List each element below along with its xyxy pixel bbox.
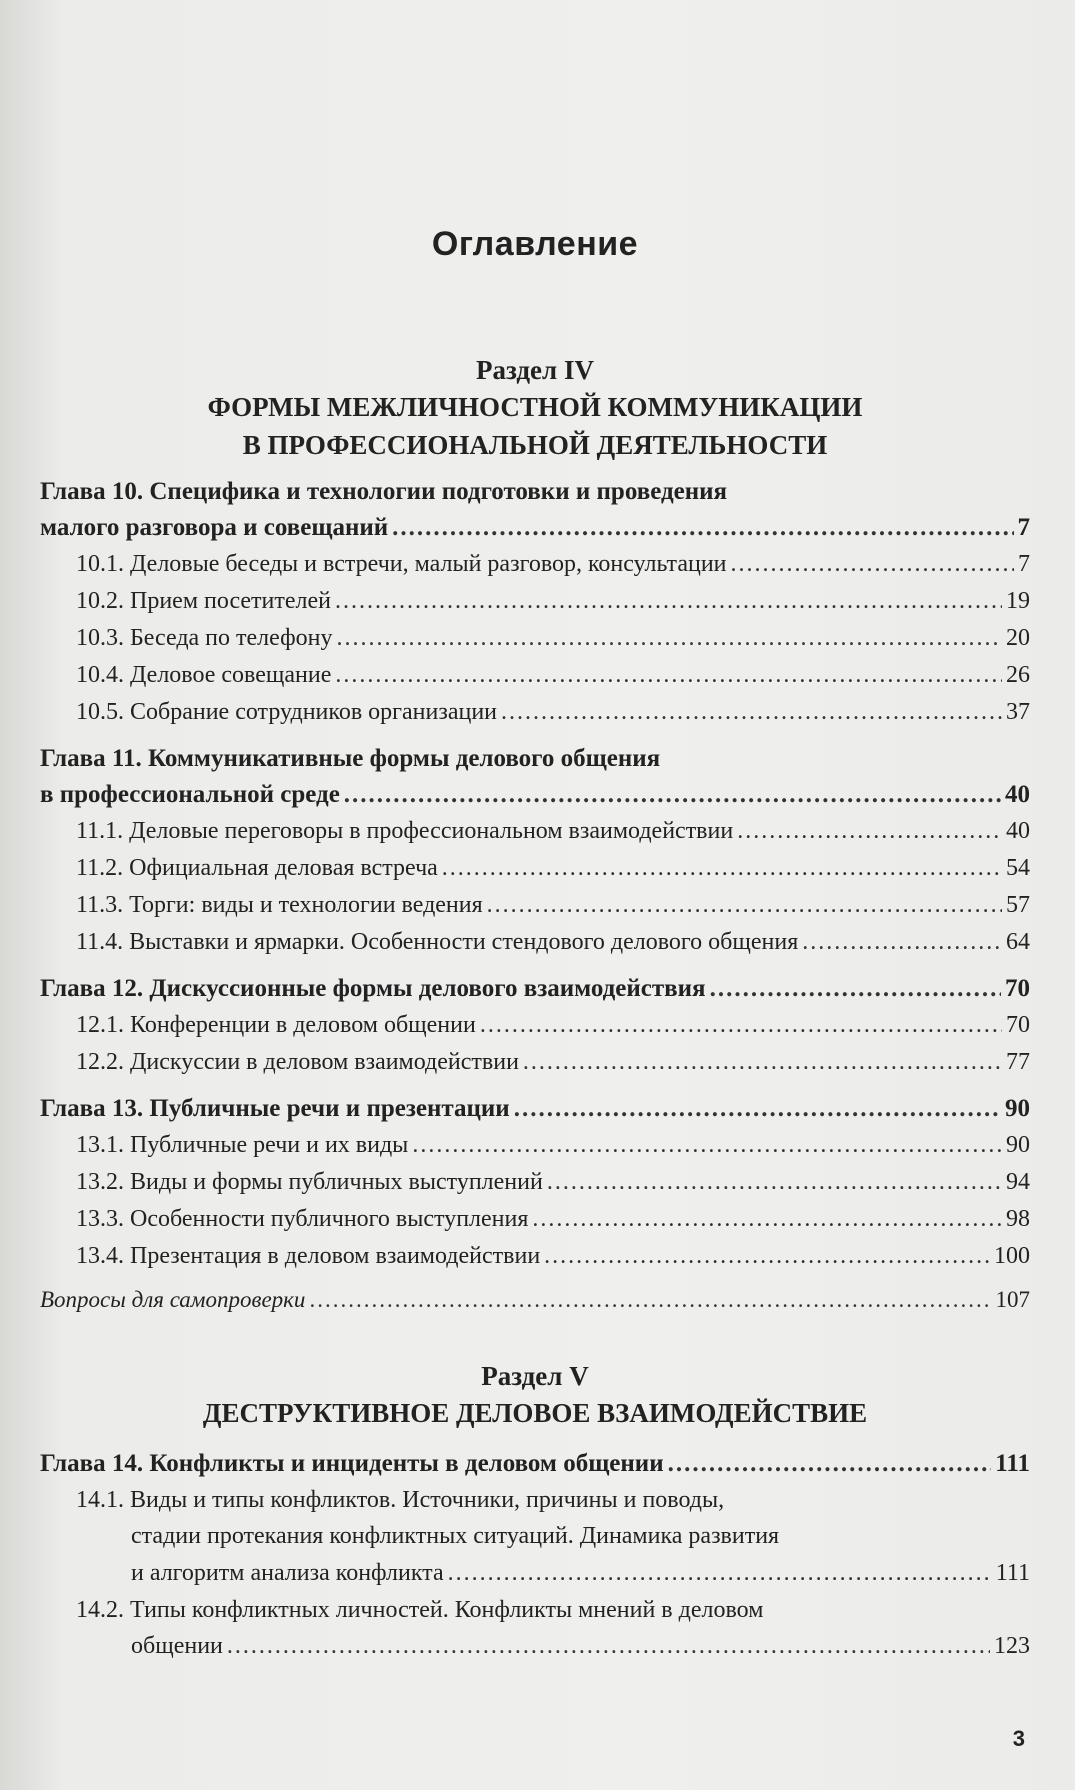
toc-entry [40, 887, 1030, 924]
dot-leader [544, 1238, 990, 1275]
dot-leader [412, 1127, 1002, 1164]
entry-title: 14.2. Типы конфликтных личностей. Конфликты мнений в деловом [76, 1597, 764, 1623]
toc-entry [40, 1238, 1030, 1275]
toc-entry [40, 850, 1030, 887]
page-ref: 100 [994, 1243, 1030, 1269]
entry-title: 14.1. Виды и типы конфликтов. Источники, причины и поводы, [76, 1487, 725, 1513]
chapter-heading [40, 971, 1030, 1007]
dot-leader [442, 850, 1002, 887]
chapter-title: Глава 14. Конфликты и инциденты в деловом общении [40, 1450, 664, 1477]
chapter-title: в профессиональной среде [40, 781, 340, 808]
page-ref: 98 [1006, 1206, 1030, 1232]
entry-title: 13.1. Публичные речи и их виды [76, 1132, 409, 1158]
chapter-title: Глава 11. Коммуникативные формы делового общения [40, 745, 661, 772]
page-ref: 90 [1005, 1095, 1030, 1122]
dot-leader [523, 1044, 1002, 1081]
chapter-title: Глава 10. Специфика и технологии подготовки и проведения [40, 478, 728, 505]
page-ref: 26 [1006, 662, 1030, 688]
page-number: 3 [1012, 1726, 1025, 1751]
page-ref: 20 [1006, 625, 1030, 651]
entry-title: Вопросы для самопроверки [40, 1287, 306, 1312]
toc-entry [40, 1164, 1030, 1201]
entry-title: 10.3. Беседа по телефону [76, 625, 333, 651]
dot-leader [737, 813, 1002, 850]
dot-leader [344, 777, 1001, 813]
dot-leader [448, 1555, 992, 1592]
section-title: В ПРОФЕССИОНАЛЬНОЙ ДЕЯТЕЛЬНОСТИ [242, 430, 828, 460]
entry-title: 13.3. Особенности публичного выступления [76, 1206, 529, 1232]
page-title: Оглавление [431, 225, 639, 263]
entry-title: 11.1. Деловые переговоры в профессиональном взаимодействии [76, 818, 734, 844]
toc-entry [40, 1007, 1030, 1044]
toc-entry [40, 620, 1030, 657]
entry-title-line [76, 1555, 1030, 1592]
entry-title: стадии протекания конфликтных ситуаций. Динамика развития [131, 1523, 780, 1549]
self-check-entry [40, 1281, 1030, 1318]
entry-title: 11.4. Выставки и ярмарки. Особенности стендового делового общения [76, 929, 799, 955]
toc-entry [40, 1592, 1030, 1665]
dot-leader [392, 510, 1013, 546]
dot-leader [480, 1007, 1002, 1044]
toc-entry [40, 1201, 1030, 1238]
toc-entry [40, 583, 1030, 620]
dot-leader [547, 1164, 1002, 1201]
chapter-title: Глава 12. Дискуссионные формы делового взаимодействия [40, 975, 706, 1002]
dot-leader [487, 887, 1002, 924]
entry-title: 13.4. Презентация в деловом взаимодействии [76, 1243, 541, 1269]
table-of-contents [40, 200, 1030, 1665]
dot-leader [309, 1281, 991, 1318]
chapter-title: малого разговора и совещаний [40, 514, 389, 541]
dot-leader [335, 657, 1002, 694]
entry-title: общении [131, 1633, 223, 1659]
entry-title: 10.5. Собрание сотрудников организации [76, 699, 498, 725]
chapter-heading [40, 474, 1030, 546]
toc-entry [40, 546, 1030, 583]
section-title: ФОРМЫ МЕЖЛИЧНОСТНОЙ КОММУНИКАЦИИ [207, 392, 863, 422]
toc-entry [40, 924, 1030, 961]
page-ref: 107 [995, 1287, 1030, 1312]
dot-leader [710, 971, 1001, 1007]
entry-title-line [76, 1628, 1030, 1665]
entry-title: 13.2. Виды и формы публичных выступлений [76, 1169, 543, 1195]
toc-entry [40, 813, 1030, 850]
page-ref: 70 [1006, 1012, 1030, 1038]
entry-title: 12.2. Дискуссии в деловом взаимодействии [76, 1049, 519, 1075]
toc-entry [40, 657, 1030, 694]
page-ref: 19 [1006, 588, 1030, 614]
dot-leader [336, 620, 1002, 657]
entry-title: 10.1. Деловые беседы и встречи, малый разговор, консультации [76, 551, 727, 577]
entry-title: 11.2. Официальная деловая встреча [76, 855, 438, 881]
dot-leader [335, 583, 1002, 620]
section-label: Раздел IV [476, 355, 594, 385]
entry-title: 10.4. Деловое совещание [76, 662, 332, 688]
dot-leader [802, 924, 1002, 961]
entry-title: 10.2. Прием посетителей [76, 588, 331, 614]
section-label: Раздел V [481, 1361, 589, 1391]
dot-leader [227, 1628, 990, 1665]
entry-title: и алгоритм анализа конфликта [131, 1560, 444, 1586]
page-ref: 123 [994, 1633, 1030, 1659]
page-ref: 7 [1017, 514, 1030, 541]
page-ref: 77 [1006, 1049, 1030, 1075]
chapter-title-line [40, 510, 1030, 546]
toc-entry [40, 1482, 1030, 1592]
toc-entry [40, 1127, 1030, 1164]
page-ref: 94 [1006, 1169, 1030, 1195]
dot-leader [532, 1201, 1002, 1238]
entry-title: 11.3. Торги: виды и технологии ведения [76, 892, 483, 918]
dot-leader [668, 1446, 992, 1482]
toc-entry [40, 1044, 1030, 1081]
chapter-title: Глава 13. Публичные речи и презентации [40, 1095, 510, 1122]
dot-leader [731, 546, 1014, 583]
page-ref: 57 [1006, 892, 1030, 918]
dot-leader [514, 1091, 1001, 1127]
page-ref: 90 [1006, 1132, 1030, 1158]
toc-entry [40, 694, 1030, 731]
page-ref: 111 [995, 1560, 1030, 1586]
page-ref: 70 [1005, 975, 1030, 1002]
chapter-heading [40, 1446, 1030, 1482]
chapter-title-line [40, 777, 1030, 813]
page-ref: 111 [995, 1450, 1030, 1477]
dot-leader [501, 694, 1002, 731]
page-ref: 7 [1018, 551, 1030, 577]
page-ref: 54 [1006, 855, 1030, 881]
chapter-heading [40, 1091, 1030, 1127]
chapter-heading [40, 741, 1030, 813]
page-ref: 64 [1006, 929, 1030, 955]
page-ref: 37 [1006, 699, 1030, 725]
page-ref: 40 [1005, 781, 1030, 808]
page-ref: 40 [1006, 818, 1030, 844]
entry-title: 12.1. Конференции в деловом общении [76, 1012, 476, 1038]
section-title: ДЕСТРУКТИВНОЕ ДЕЛОВОЕ ВЗАИМОДЕЙСТВИЕ [202, 1398, 868, 1428]
